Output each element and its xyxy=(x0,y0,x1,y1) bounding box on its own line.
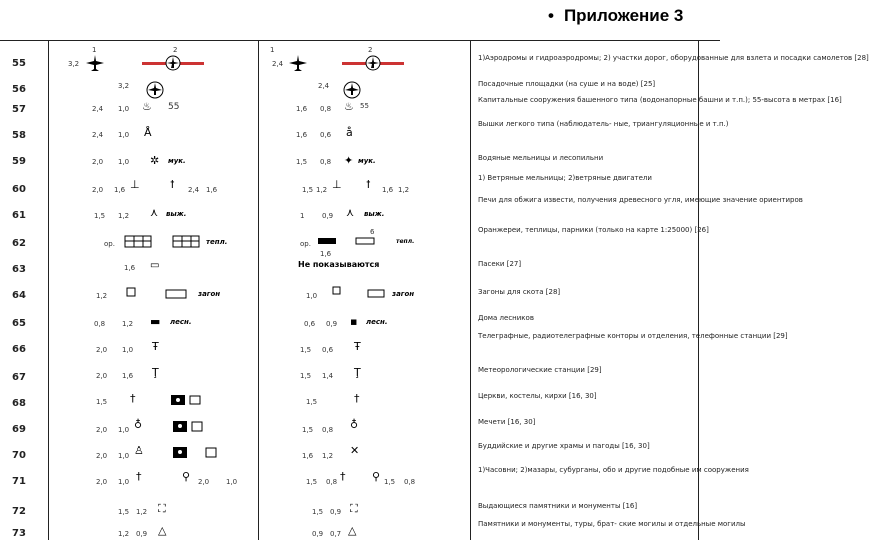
size-value: 3,2 xyxy=(118,82,130,90)
weather-station-icon: Ţ xyxy=(152,366,159,379)
airfield-icon xyxy=(84,54,106,72)
size-value: 0,8 xyxy=(94,320,106,328)
size-value: 0,9 xyxy=(312,530,324,538)
size-value: 1,0 xyxy=(122,346,134,354)
row-number: 69 xyxy=(12,424,26,435)
size-value: 1,2 xyxy=(322,452,334,460)
landing-site-icon xyxy=(340,80,364,100)
row-number: 70 xyxy=(12,450,26,461)
forester-house-icon: ▬ xyxy=(150,315,161,328)
size-value: 2,0 xyxy=(92,186,104,194)
kiln-icon: ⋏ xyxy=(346,206,355,219)
church-icon xyxy=(168,392,202,408)
legend-table xyxy=(0,40,869,540)
symbol-label: выж. xyxy=(166,210,187,218)
greenhouse-icon xyxy=(316,236,386,248)
row-description: Мечети [16, 30] xyxy=(478,418,536,426)
row-number: 60 xyxy=(12,184,26,195)
temple-icon xyxy=(170,444,224,462)
row-description: Вышки легкого типа (наблюдатель- ные, триангуляционные и т.п.) xyxy=(478,120,729,128)
telegraph-icon: Ŧ xyxy=(354,340,361,353)
size-value: 1,0 xyxy=(118,158,130,166)
row-number: 67 xyxy=(12,372,26,383)
weather-station-icon: Ţ xyxy=(354,366,361,379)
size-value: 0,9 xyxy=(330,508,342,516)
symbol-label: тепл. xyxy=(396,238,415,245)
size-value: 1,6 xyxy=(122,372,134,380)
watermill-icon: ✲ xyxy=(150,154,160,167)
size-value: 2,4 xyxy=(92,105,104,113)
pen-icon xyxy=(164,288,190,300)
windmill-icon: ⊥ xyxy=(130,178,140,191)
chapel-icon: † xyxy=(340,470,346,483)
size-value: 1,0 xyxy=(226,478,238,486)
row-number: 66 xyxy=(12,344,26,355)
greenhouse-icon xyxy=(124,234,154,250)
size-value: 1,6 xyxy=(296,131,308,139)
variant-1-label: 1 xyxy=(92,46,97,54)
telegraph-icon: Ŧ xyxy=(152,340,159,353)
variant-2-label: 2 xyxy=(173,46,178,54)
row-description: Пасеки [27] xyxy=(478,260,522,268)
size-value: 2,4 xyxy=(318,82,330,90)
title-text: Приложение 3 xyxy=(563,6,684,25)
church-icon: † xyxy=(130,392,136,405)
size-value: 2,0 xyxy=(96,452,108,460)
size-value: ор. xyxy=(300,240,311,248)
symbol-label: мук. xyxy=(358,157,376,165)
size-value: 2,4 xyxy=(272,60,284,68)
size-value: 0,8 xyxy=(404,478,416,486)
column-divider xyxy=(698,40,699,540)
title-bullet: • xyxy=(548,6,554,25)
symbol-label: тепл. xyxy=(206,238,228,246)
row-number: 65 xyxy=(12,318,26,329)
row-description: Памятники и монументы, туры, брат- ские могилы и отдельные могилы xyxy=(478,520,746,528)
size-value: 1,5 xyxy=(302,426,314,434)
table-top-border xyxy=(0,40,720,41)
row-number: 63 xyxy=(12,264,26,275)
size-value: 1,5 xyxy=(384,478,396,486)
size-value: 0,6 xyxy=(304,320,316,328)
size-value: 1,6 xyxy=(124,264,136,272)
size-value: 1,6 xyxy=(114,186,126,194)
size-value: 1,4 xyxy=(322,372,334,380)
row-number: 72 xyxy=(12,506,26,517)
size-value: 2,4 xyxy=(92,131,104,139)
size-value: 1,6 xyxy=(382,186,394,194)
size-value: 0,9 xyxy=(136,530,148,538)
row-number: 59 xyxy=(12,156,26,167)
row-description: Оранжереи, теплицы, парники (только на карте 1:25000) [26] xyxy=(478,226,709,234)
size-value: 0,8 xyxy=(326,478,338,486)
row-description: 1)Часовни; 2)мазары, субурганы, обо и другие подобные им сооружения xyxy=(478,466,749,474)
size-value: 0,8 xyxy=(320,158,332,166)
size-value: 1,6 xyxy=(296,105,308,113)
size-value: 1,2 xyxy=(398,186,410,194)
row-description: Загоны для скота [28] xyxy=(478,288,561,296)
chapel-icon: † xyxy=(136,470,142,483)
size-value: 2,0 xyxy=(198,478,210,486)
size-value: 0,6 xyxy=(322,346,334,354)
row-description: Церкви, костелы, кирхи [16, 30] xyxy=(478,392,597,400)
row-number: 57 xyxy=(12,104,26,115)
size-value: 1,0 xyxy=(118,131,130,139)
light-tower-icon: Å xyxy=(144,126,152,139)
column-divider xyxy=(48,40,49,540)
temple-icon: ✕ xyxy=(350,444,360,457)
size-value: 1,5 xyxy=(296,158,308,166)
shrine-icon: ⚲ xyxy=(372,470,381,483)
mosque-icon xyxy=(170,418,206,436)
row-description: Буддийские и другие храмы и пагоды [16, 30] xyxy=(478,442,650,450)
size-value: 0,9 xyxy=(326,320,338,328)
row-number: 58 xyxy=(12,130,26,141)
pen-icon xyxy=(124,284,140,300)
monument-icon: ⛶ xyxy=(158,502,166,515)
apiary-icon: ▭ xyxy=(150,260,160,271)
greenhouse-icon xyxy=(172,234,202,250)
row-number: 62 xyxy=(12,238,26,249)
row-description: Посадочные площадки (на суше и на воде) [25] xyxy=(478,80,656,88)
column-divider xyxy=(258,40,259,540)
kiln-icon: ⋏ xyxy=(150,206,159,219)
size-value: 1,2 xyxy=(96,292,108,300)
size-value: 0,8 xyxy=(320,105,332,113)
size-value: 1,5 xyxy=(118,508,130,516)
size-value: 2,0 xyxy=(96,478,108,486)
variant-1-label-b: 1 xyxy=(270,46,275,54)
row-description: Телеграфные, радиотелеграфные конторы и отделения, телефонные станции [29] xyxy=(478,332,788,340)
row-description: Выдающиеся памятники и монументы [16] xyxy=(478,502,638,510)
size-value: 1,5 xyxy=(94,212,106,220)
size-value: 1,5 xyxy=(306,398,318,406)
row-number: 56 xyxy=(12,84,26,95)
airstrip-icon xyxy=(342,54,404,72)
size-value: 1,5 xyxy=(300,346,312,354)
size-value: 1,6 xyxy=(320,250,332,258)
size-value: 1,5 xyxy=(302,186,314,194)
size-value: 0,9 xyxy=(322,212,334,220)
size-value: 1,0 xyxy=(118,426,130,434)
size-value: 1 xyxy=(300,212,305,220)
size-value: 1,2 xyxy=(316,186,328,194)
row-description: Метеорологические станции [29] xyxy=(478,366,602,374)
symbol-label: загон xyxy=(198,290,221,298)
row-number: 61 xyxy=(12,210,26,221)
wind-engine-icon: ꝉ xyxy=(366,178,371,191)
size-value: 1,0 xyxy=(306,292,318,300)
height-value: 55 xyxy=(360,102,369,110)
shrine-icon: ⚲ xyxy=(182,470,191,483)
size-value: 0,6 xyxy=(320,131,332,139)
monument-icon: ⛶ xyxy=(350,502,358,515)
size-value: 1,5 xyxy=(300,372,312,380)
watermill-icon: ✦ xyxy=(344,154,354,167)
size-value: 1,6 xyxy=(302,452,314,460)
size-value: 0,7 xyxy=(330,530,342,538)
symbol-label: лесн. xyxy=(170,318,192,326)
mosque-icon: ♁ xyxy=(350,418,359,431)
size-value: 1,2 xyxy=(136,508,148,516)
row-number: 71 xyxy=(12,476,26,487)
size-value: 2,4 xyxy=(188,186,200,194)
tower-icon: ♨ xyxy=(142,100,152,113)
temple-icon: ♙ xyxy=(134,444,144,457)
size-value: ор. xyxy=(104,240,115,248)
size-value: 1,6 xyxy=(206,186,218,194)
size-value: 1,5 xyxy=(312,508,324,516)
pen-icon xyxy=(330,284,344,298)
mosque-icon: ♁ xyxy=(134,418,143,431)
airfield-icon xyxy=(287,54,309,72)
row-number: 68 xyxy=(12,398,26,409)
size-value: 1,0 xyxy=(118,452,130,460)
size-value: 2,0 xyxy=(96,426,108,434)
church-icon: † xyxy=(354,392,360,405)
size-value: 2,0 xyxy=(96,372,108,380)
size-value: 2,0 xyxy=(96,346,108,354)
tower-icon: ♨ xyxy=(344,100,354,113)
size-value: 6 xyxy=(370,228,375,236)
row-number: 55 xyxy=(12,58,26,69)
symbol-label: выж. xyxy=(364,210,385,218)
size-value: 1,0 xyxy=(118,105,130,113)
symbol-label: лесн. xyxy=(366,318,388,326)
size-value: 2,0 xyxy=(92,158,104,166)
row-number: 64 xyxy=(12,290,26,301)
row-description: Водяные мельницы и лесопильни xyxy=(478,154,604,162)
variant-2-label-b: 2 xyxy=(368,46,373,54)
landing-site-icon xyxy=(143,80,167,100)
wind-engine-icon: ꝉ xyxy=(170,178,175,191)
page-title xyxy=(548,6,720,30)
size-value: 1,2 xyxy=(118,212,130,220)
row-description: 1)Аэродромы и гидроаэродромы; 2) участки дорог, оборудованные для взлета и посадки самолетов [28] xyxy=(478,54,869,62)
pen-icon xyxy=(366,288,388,300)
light-tower-icon: å xyxy=(346,126,353,139)
windmill-icon: ⊥ xyxy=(332,178,342,191)
size-value: 1,2 xyxy=(118,530,130,538)
not-shown-note: Не показываются xyxy=(298,260,380,269)
forester-house-icon: ▪ xyxy=(350,315,358,328)
row-number: 73 xyxy=(12,528,26,539)
row-description: Печи для обжига извести, получения древесного угля, имеющие значение ориентиров xyxy=(478,196,803,204)
row-description: Дома лесников xyxy=(478,314,534,322)
size-value: 1,0 xyxy=(118,478,130,486)
size-value: 1,2 xyxy=(122,320,134,328)
symbol-label: загон xyxy=(392,290,415,298)
size-value: 1,5 xyxy=(96,398,108,406)
symbol-label: мук. xyxy=(168,157,186,165)
size-value: 0,8 xyxy=(322,426,334,434)
size-value: 1,5 xyxy=(306,478,318,486)
airstrip-icon xyxy=(142,54,204,72)
row-description: Капитальные сооружения башенного типа (водонапорные башни и т.п.); 55-высота в метрах [16] xyxy=(478,96,842,104)
memorial-icon: △ xyxy=(158,524,167,537)
memorial-icon: △ xyxy=(348,524,357,537)
column-divider xyxy=(470,40,471,540)
row-description: 1) Ветряные мельницы; 2)ветряные двигатели xyxy=(478,174,652,182)
height-value: 55 xyxy=(168,102,180,112)
size-value: 3,2 xyxy=(68,60,80,68)
